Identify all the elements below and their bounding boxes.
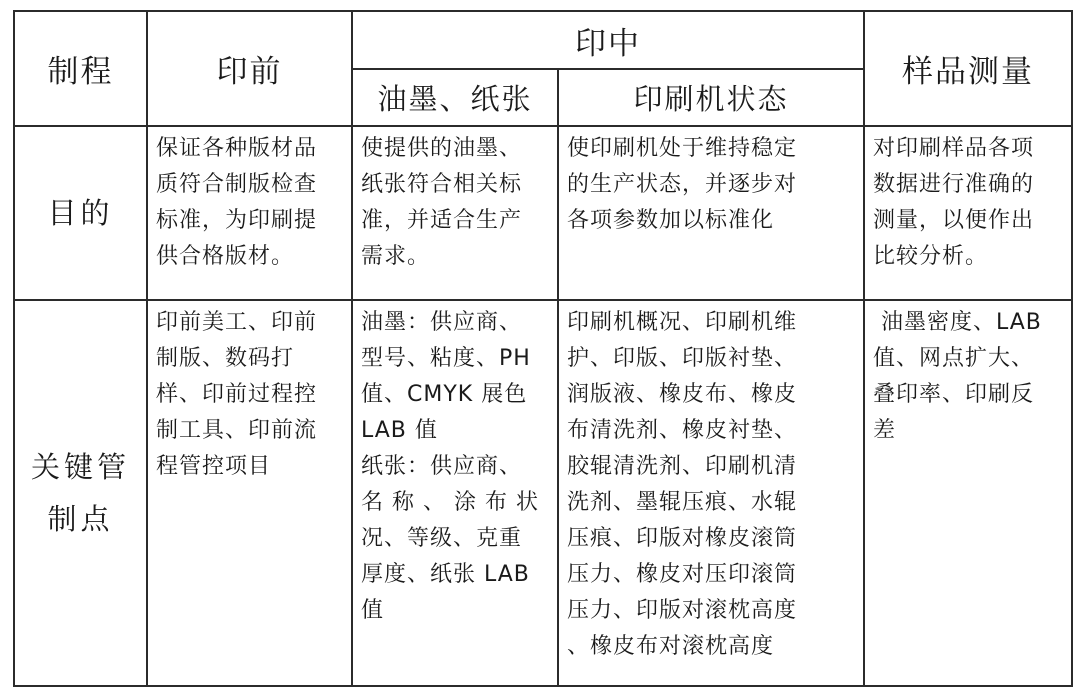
header-prepress: 印前	[147, 11, 352, 126]
text-line: 润版液、橡皮布、橡皮	[567, 382, 798, 407]
text-line: 况、等级、克重	[361, 526, 523, 551]
text-line: 压力、橡皮对压印滚筒	[567, 562, 798, 587]
purpose-ink-paper-cell	[352, 126, 558, 300]
key-points-measurement-cell	[864, 300, 1072, 686]
header-process: 制程	[14, 11, 147, 126]
text-line: 使提供的油墨、	[361, 136, 523, 161]
text-line: 纸张符合相关标	[361, 172, 523, 197]
text-line: 纸张：供应商、	[361, 454, 523, 479]
key-points-ink-paper-cell	[352, 300, 558, 686]
text-line: 油墨密度、LAB	[873, 310, 1042, 335]
text-line: 护、印版、印版衬垫、	[567, 346, 798, 371]
purpose-prepress-cell	[147, 126, 352, 300]
text-line: 值、CMYK 展色	[361, 382, 528, 407]
text-line: 印前美工、印前	[156, 310, 318, 335]
text-line: 制工具、印前流	[156, 418, 318, 443]
text-line: 制点	[47, 502, 114, 536]
purpose-press-status-cell	[558, 126, 864, 300]
key-points-press-status-cell	[558, 300, 864, 686]
text-line: 值	[361, 598, 385, 623]
row-label-key-points	[14, 300, 147, 686]
header-measurement: 样品测量	[864, 11, 1072, 126]
text-line: 型号、粘度、PH	[361, 346, 531, 371]
purpose-measurement-cell	[864, 126, 1072, 300]
text-line: LAB 值	[361, 418, 438, 443]
key-points-prepress-cell	[147, 300, 352, 686]
text-line: 洗剂、墨辊压痕、水辊	[567, 490, 798, 515]
text-line: 需求。	[361, 244, 431, 269]
text-line: 差	[873, 418, 897, 443]
text-line: 、橡皮布对滚枕高度	[567, 634, 775, 659]
text-line: 关键管	[30, 450, 130, 484]
text-line: 保证各种版材品	[156, 136, 318, 161]
text-line: 胶辊清洗剂、印刷机清	[567, 454, 798, 479]
text-line: 样、印前过程控	[156, 382, 318, 407]
text-line: 准，并适合生产	[361, 208, 523, 233]
text-line: 标准，为印刷提	[156, 208, 318, 233]
text-line: 厚度、纸张 LAB	[361, 562, 530, 587]
text-line: 测量，以便作出	[873, 208, 1035, 233]
text-line: 叠印率、印刷反	[873, 382, 1035, 407]
text-line: 程管控项目	[156, 454, 272, 479]
text-line: 数据进行准确的	[873, 172, 1035, 197]
text-line: 压力、印版对滚枕高度	[567, 598, 798, 623]
text-line: 名 称 、 涂 布 状	[361, 490, 539, 515]
text-line: 各项参数加以标准化	[567, 208, 775, 233]
row-label-purpose: 目的	[14, 126, 147, 300]
text-line: 使印刷机处于维持稳定	[567, 136, 798, 161]
text-line: 制版、数码打	[156, 346, 295, 371]
text-line: 布清洗剂、橡皮衬垫、	[567, 418, 798, 443]
text-line: 油墨：供应商、	[361, 310, 523, 335]
text-line: 质符合制版检查	[156, 172, 318, 197]
text-line: 对印刷样品各项	[873, 136, 1035, 161]
text-line: 压痕、印版对橡皮滚筒	[567, 526, 798, 551]
header-press-status: 印刷机状态	[558, 69, 864, 126]
text-line: 的生产状态，并逐步对	[567, 172, 798, 197]
text-line: 值、网点扩大、	[873, 346, 1035, 371]
header-in-print: 印中	[352, 11, 864, 69]
text-line: 供合格版材。	[156, 244, 295, 269]
process-control-table	[13, 10, 1073, 687]
text-line: 比较分析。	[873, 244, 989, 269]
text-line: 印刷机概况、印刷机维	[567, 310, 798, 335]
header-ink-paper: 油墨、纸张	[352, 69, 558, 126]
